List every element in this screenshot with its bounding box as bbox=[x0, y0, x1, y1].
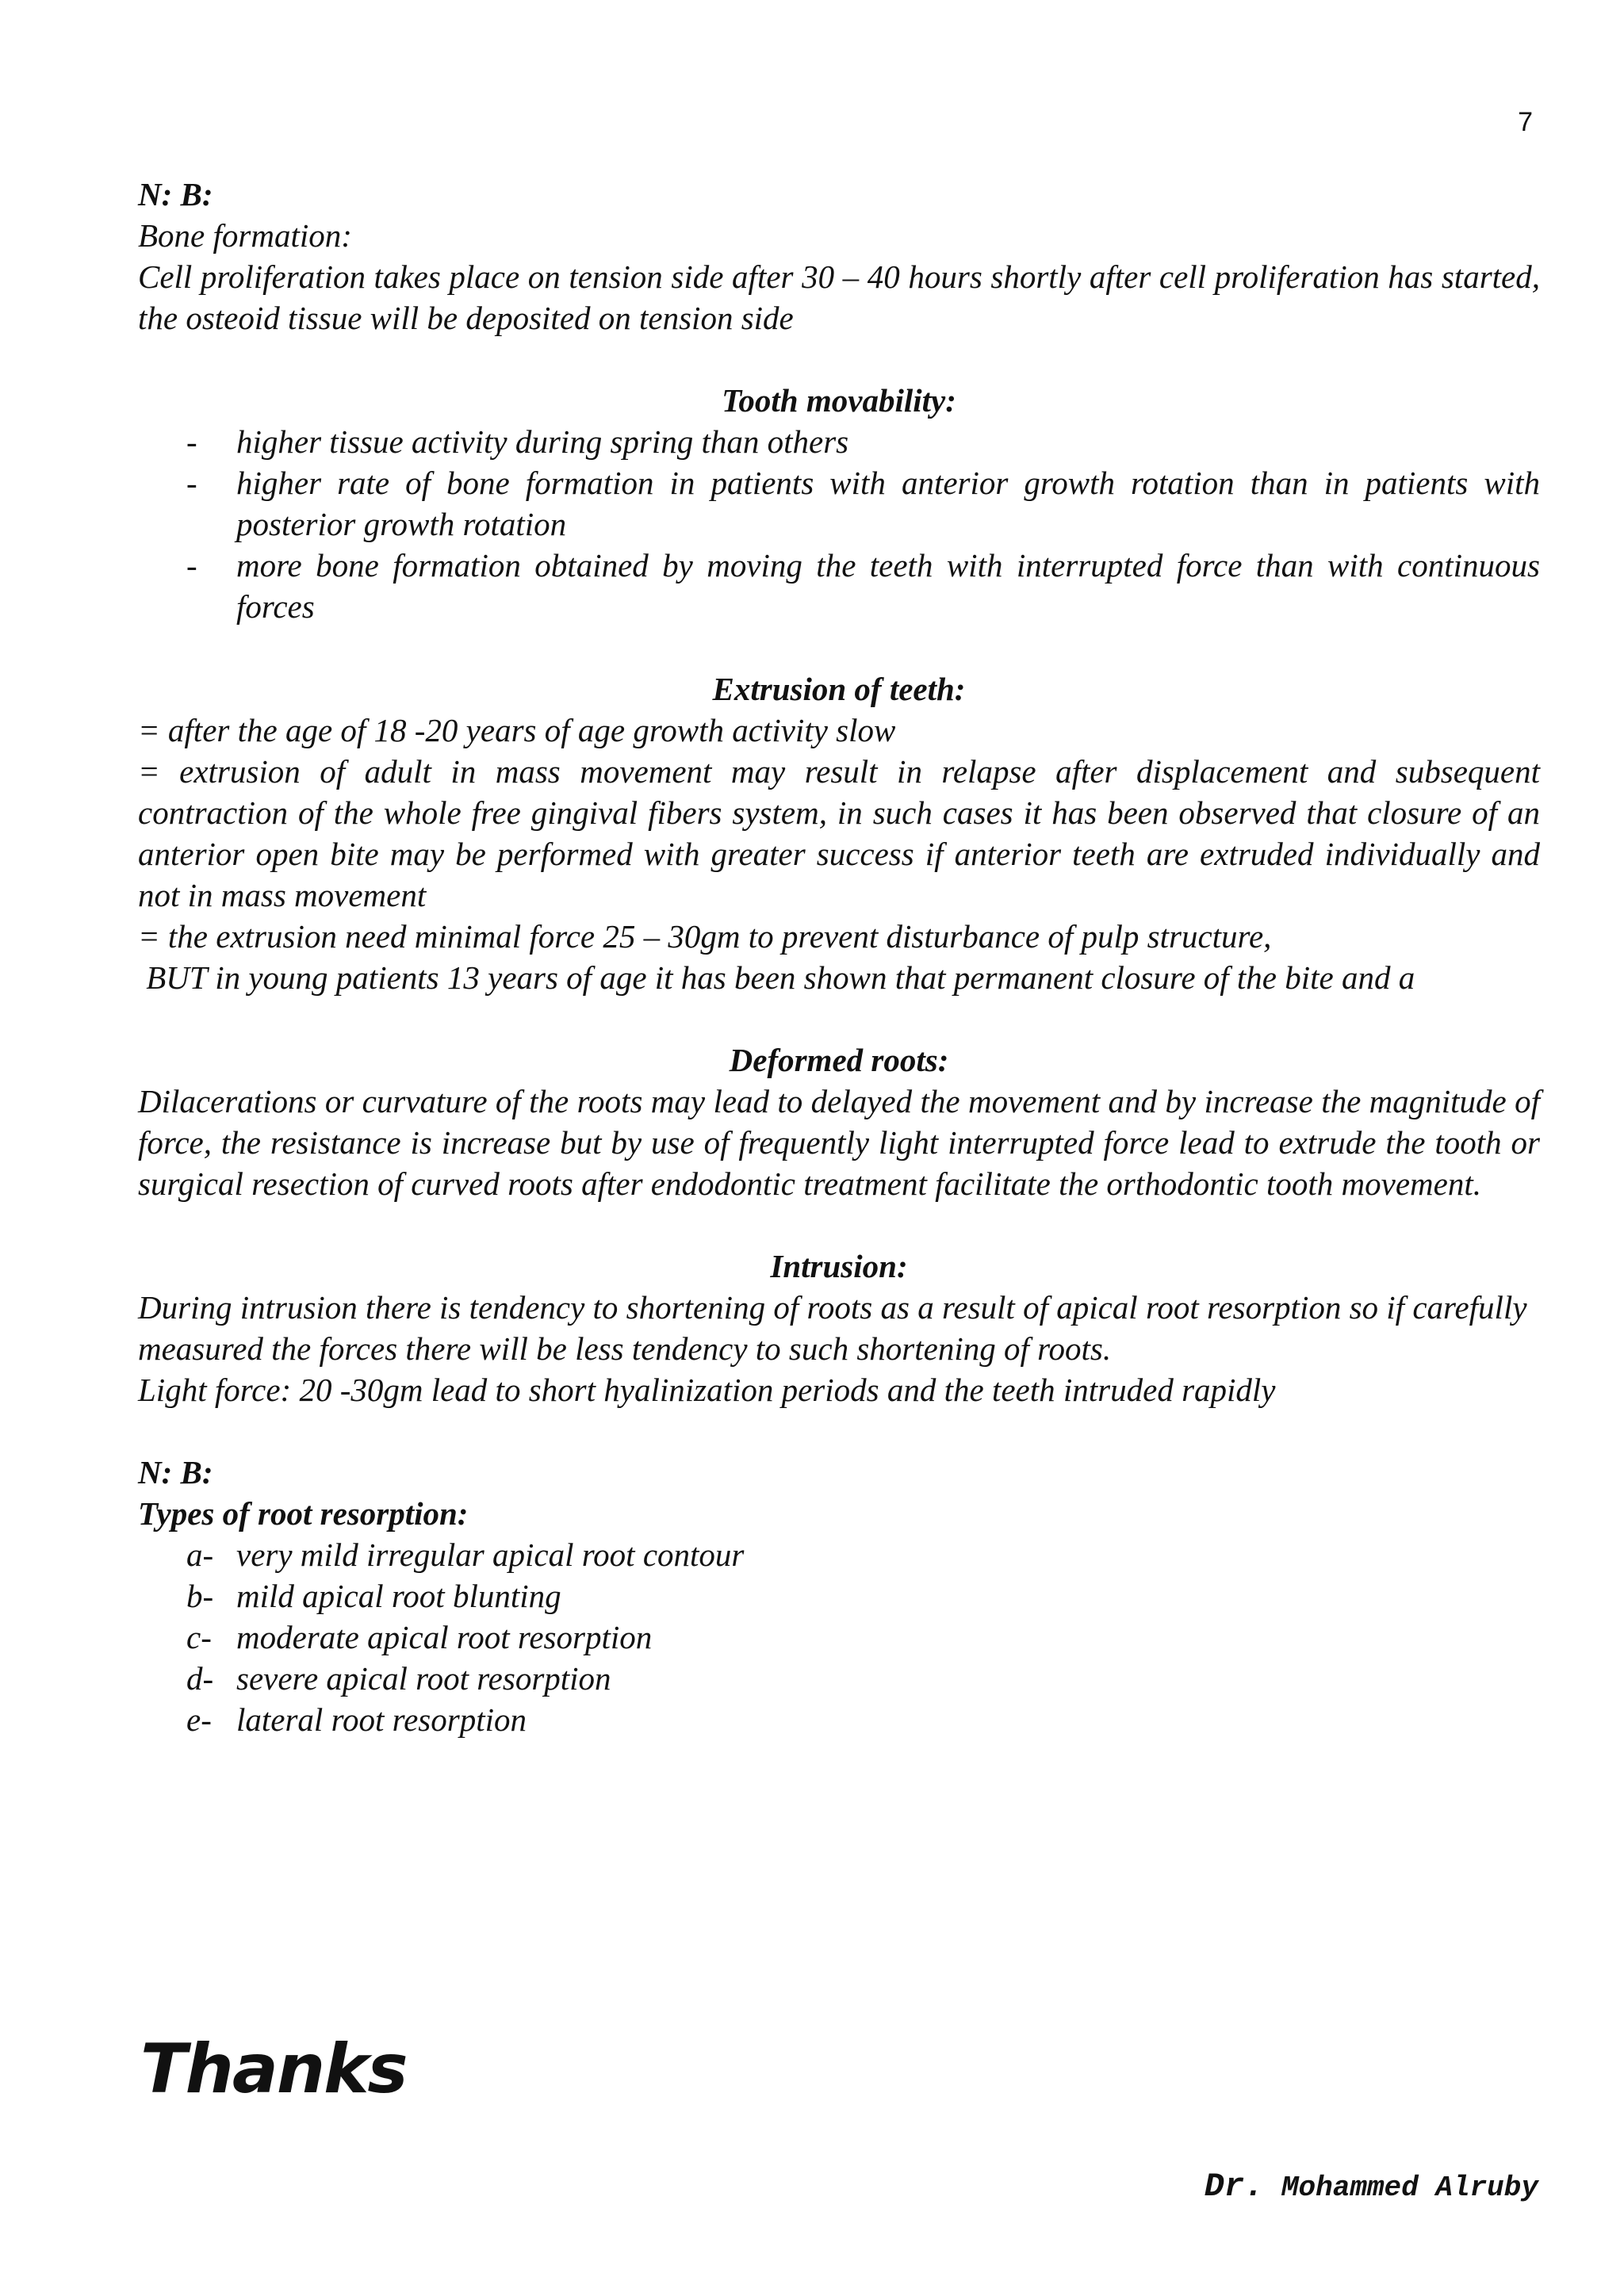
list-item bbox=[138, 462, 1540, 545]
list-item bbox=[138, 545, 1540, 627]
list-item-text: very mild irregular apical root contour bbox=[236, 1536, 745, 1573]
list-item-text: severe apical root resorption bbox=[236, 1660, 611, 1697]
note-label: N: B: bbox=[138, 1454, 213, 1490]
bone-formation-subtitle: Bone formation: bbox=[138, 217, 352, 254]
list-item-text: mild apical root blunting bbox=[236, 1578, 561, 1614]
deformed-roots-heading: Deformed roots: bbox=[729, 1042, 949, 1078]
signature-prefix: Dr. bbox=[1204, 2168, 1265, 2206]
list-item-text: higher rate of bone formation in patients with anterior growth rotation than in patients with posterior growth rotation bbox=[236, 465, 1540, 542]
list-item bbox=[138, 421, 1540, 462]
note-label: N: B: bbox=[138, 176, 213, 212]
intrusion-heading: Intrusion: bbox=[770, 1248, 908, 1284]
spacer bbox=[138, 1410, 1540, 1452]
root-resorption-list bbox=[138, 1534, 1540, 1740]
tooth-movability-list bbox=[138, 421, 1540, 627]
extrusion-line: BUT in young patients 13 years of age it has been shown that permanent closure of the bite and a bbox=[138, 959, 1415, 996]
extrusion-line: = the extrusion need minimal force 25 – 30gm to prevent disturbance of pulp structure, bbox=[138, 918, 1272, 955]
dash-marker: - bbox=[186, 547, 197, 584]
root-resorption-subtitle: Types of root resorption: bbox=[138, 1495, 469, 1532]
list-item bbox=[138, 1617, 1540, 1658]
dash-marker: - bbox=[186, 423, 197, 460]
intrusion-line: Light force: 20 -30gm lead to short hyalinization periods and the teeth intruded rapidly bbox=[138, 1372, 1276, 1408]
letter-marker: e- bbox=[186, 1701, 212, 1738]
thanks-title: Thanks bbox=[140, 2030, 407, 2109]
author-signature bbox=[1205, 2168, 1538, 2206]
extrusion-line: = extrusion of adult in mass movement may result in relapse after displacement and subsequent contraction of the whole free gingival fibers system, in such cases it has been observed that closure of an anterior open bite may be performed with greater success if anterior teeth are extruded individually and not in mass movement bbox=[138, 753, 1540, 913]
list-item bbox=[138, 1699, 1540, 1740]
tooth-movability-heading: Tooth movability: bbox=[722, 382, 956, 419]
intrusion-line: During intrusion there is tendency to shortening of roots as a result of apical root resorption so if carefully measured the forces there will be less tendency to such shortening of roots. bbox=[138, 1289, 1527, 1367]
deformed-roots-paragraph: Dilacerations or curvature of the roots may lead to delayed the movement and by increase the magnitude of force, the resistance is increase but by use of frequently light interrupted force lead to extrude the tooth or surgical resection of curved roots after endodontic treatment facilitate the orthodontic tooth movement. bbox=[138, 1083, 1540, 1202]
letter-marker: d- bbox=[186, 1660, 214, 1697]
list-item-text: lateral root resorption bbox=[236, 1701, 527, 1738]
letter-marker: c- bbox=[186, 1619, 212, 1655]
page-number: 7 bbox=[1518, 107, 1533, 137]
list-item-text: higher tissue activity during spring than others bbox=[236, 423, 849, 460]
letter-marker: b- bbox=[186, 1578, 214, 1614]
letter-marker: a- bbox=[186, 1536, 214, 1573]
extrusion-heading: Extrusion of teeth: bbox=[712, 671, 966, 707]
bone-formation-paragraph: Cell proliferation takes place on tension side after 30 – 40 hours shortly after cell proliferation has started, the osteoid tissue will be deposited on tension side bbox=[138, 258, 1540, 336]
list-item bbox=[138, 1575, 1540, 1617]
page-content bbox=[138, 174, 1540, 1740]
signature-name: Mohammed Alruby bbox=[1281, 2172, 1538, 2204]
list-item-text: moderate apical root resorption bbox=[236, 1619, 653, 1655]
list-item bbox=[138, 1534, 1540, 1575]
list-item bbox=[138, 1658, 1540, 1699]
dash-marker: - bbox=[186, 465, 197, 501]
extrusion-line: = after the age of 18 -20 years of age growth activity slow bbox=[138, 712, 896, 748]
list-item-text: more bone formation obtained by moving the teeth with interrupted force than with continuous forces bbox=[236, 547, 1540, 625]
